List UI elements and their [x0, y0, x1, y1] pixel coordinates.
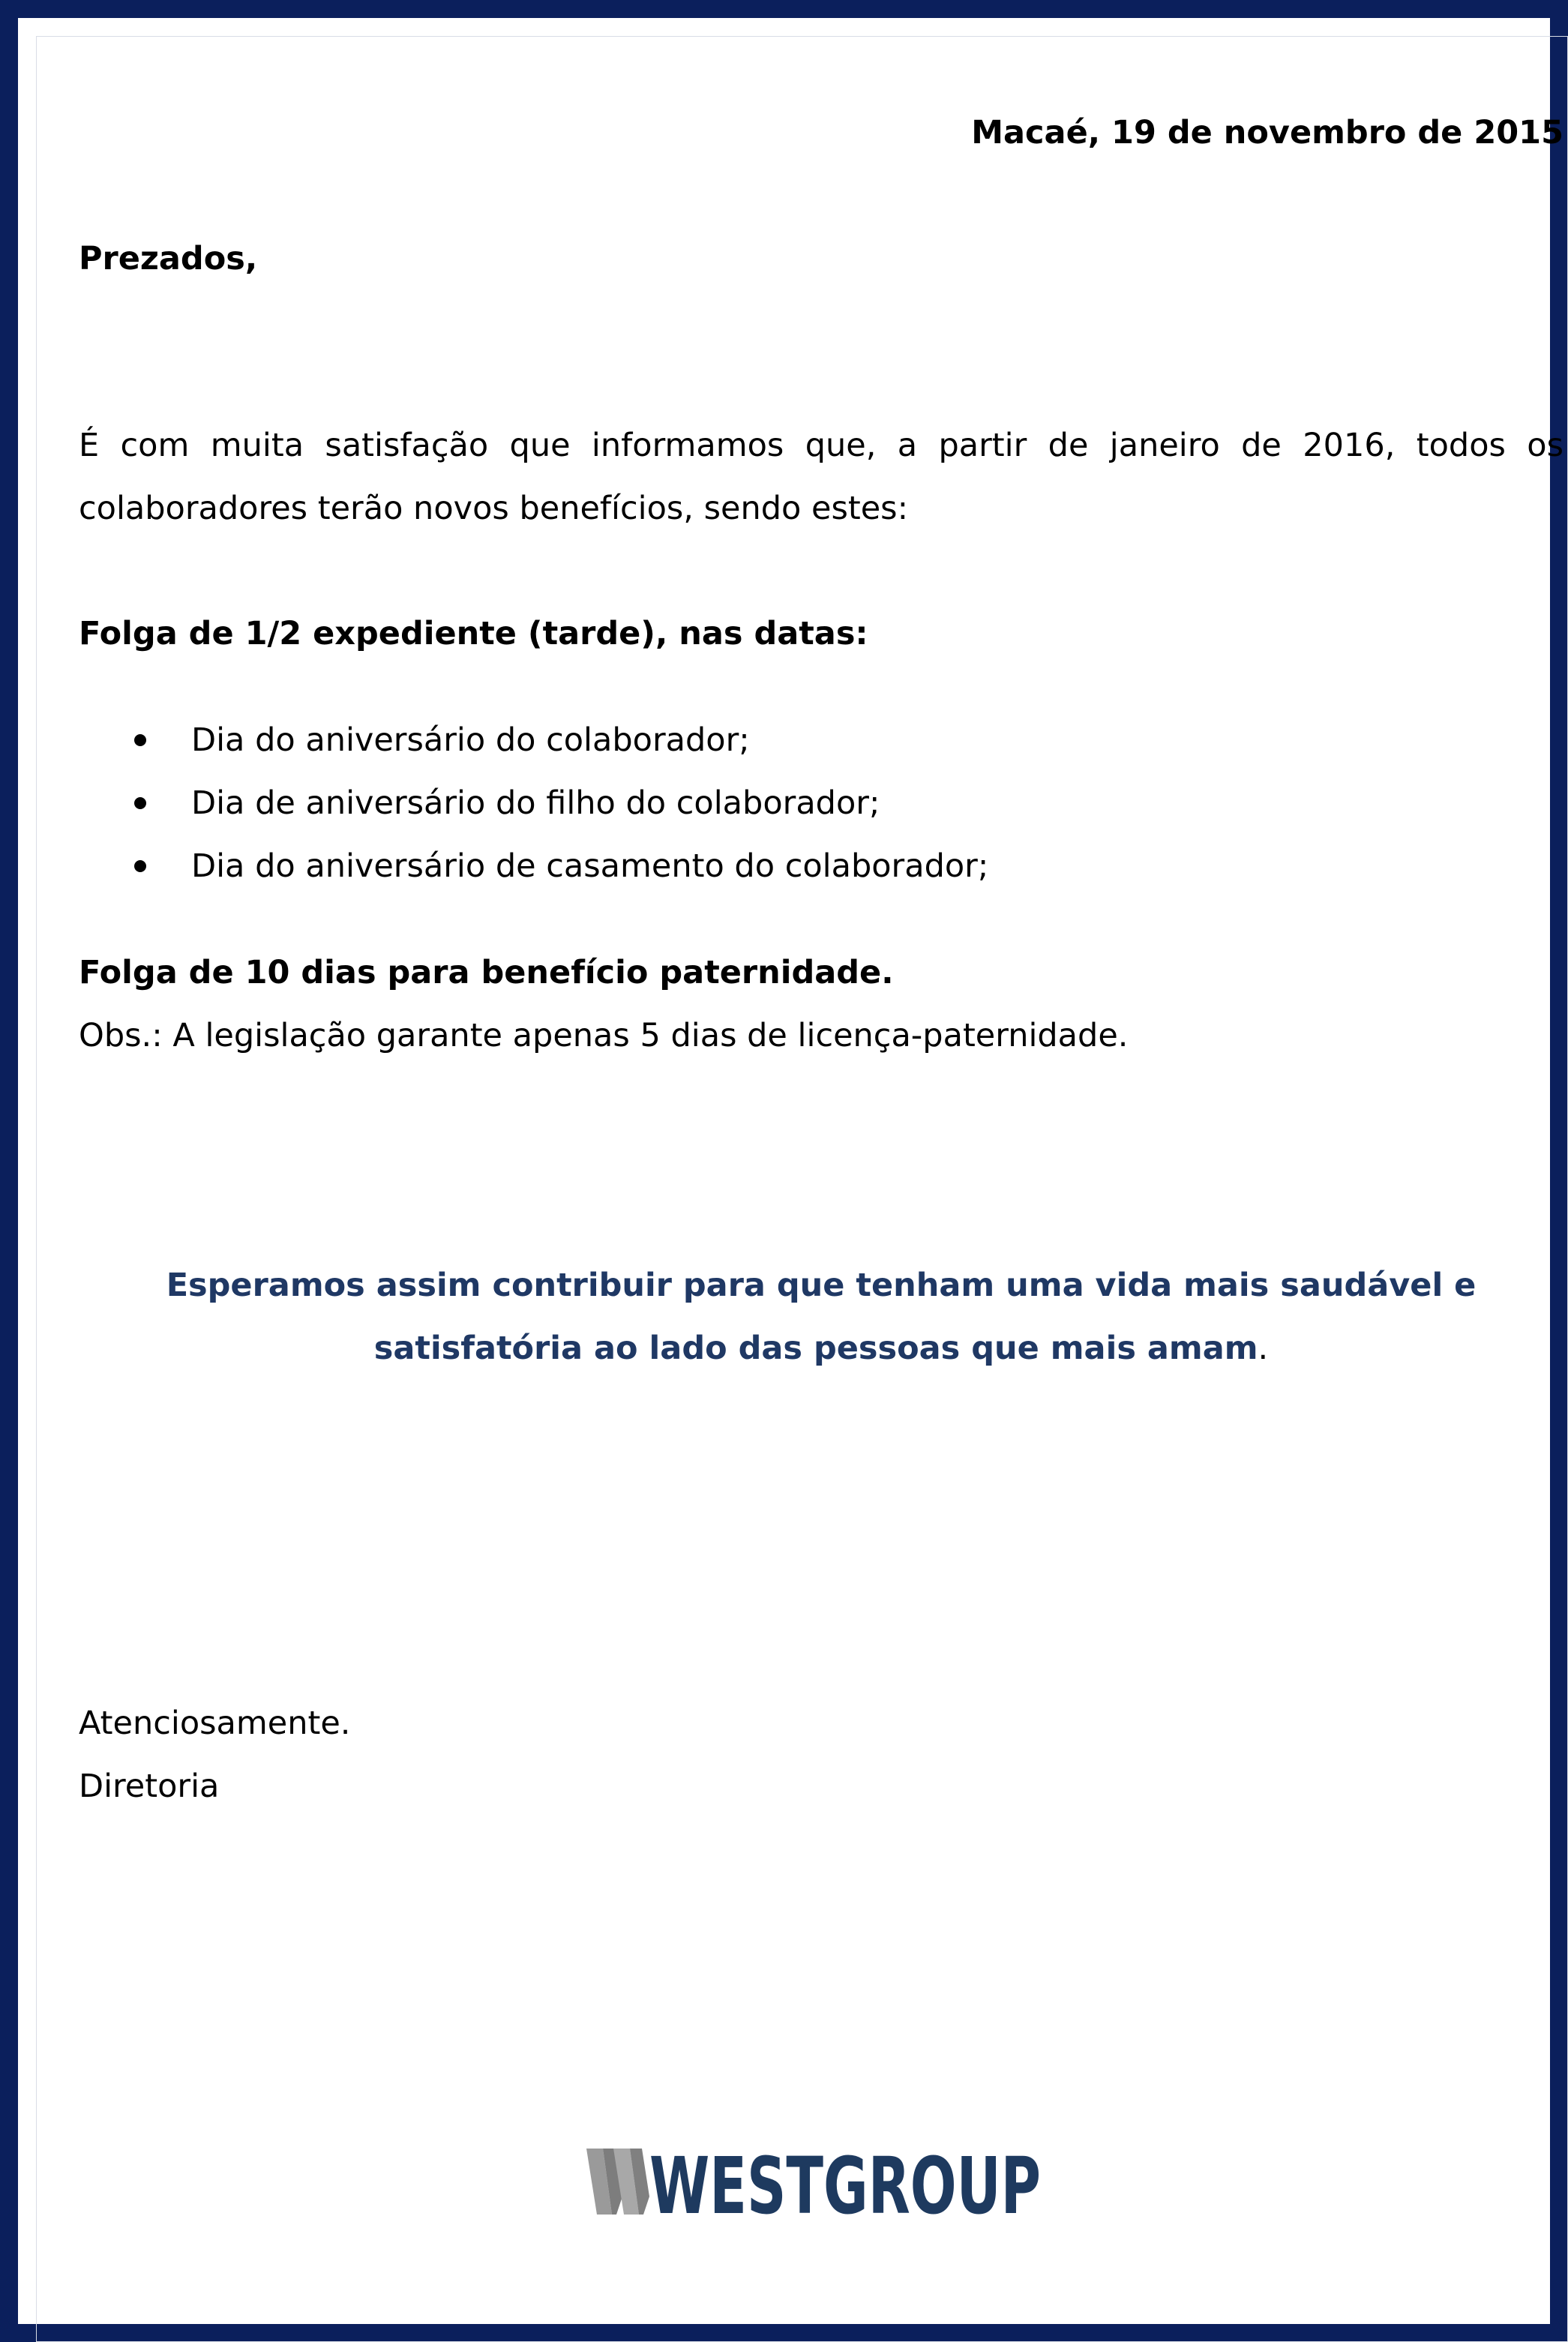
benefit-heading-half-day: Folga de 1/2 expediente (tarde), nas datas: — [79, 615, 868, 652]
closing-period: . — [1258, 1330, 1269, 1367]
westgroup-w-logo-icon — [586, 2149, 649, 2215]
intro-line-1: É com muita satisfação que informamos que, a partir de janeiro de 2016, todos os — [79, 427, 1564, 464]
intro-line-2: colaboradores terão novos benefícios, sendo estes: — [79, 490, 909, 527]
bullet-icon — [134, 860, 146, 872]
westgroup-logo — [586, 2140, 1044, 2232]
benefit-heading-paternity: Folga de 10 dias para benefício paternidade. — [79, 954, 894, 991]
bullet-icon — [134, 797, 146, 809]
letter-greeting: Prezados, — [79, 240, 258, 277]
paternity-note: Obs.: A legislação garante apenas 5 dias de licença-paternidade. — [79, 1017, 1129, 1054]
logo-wordmark: WESTGROUP — [649, 2140, 1041, 2232]
list-item-text: Dia do aniversário do colaborador; — [191, 721, 750, 759]
list-item — [79, 709, 988, 772]
list-item — [79, 835, 988, 898]
closing-message — [79, 1254, 1564, 1380]
list-item — [79, 772, 988, 835]
list-item-text: Dia do aniversário de casamento do colaborador; — [191, 847, 989, 885]
letter-date: Macaé, 19 de novembro de 2015 — [971, 114, 1564, 151]
benefit-dates-list — [79, 709, 988, 898]
intro-paragraph — [79, 414, 1564, 540]
closing-line-2 — [79, 1317, 1564, 1380]
list-item-text: Dia de aniversário do filho do colaborador; — [191, 784, 880, 822]
letter-signature: Diretoria — [79, 1768, 220, 1805]
bullet-icon — [134, 734, 146, 746]
closing-line-1: Esperamos assim contribuir para que tenham uma vida mais saudável e — [166, 1267, 1477, 1304]
page-inner-border — [36, 36, 1568, 2342]
closing-line-2-text: satisfatória ao lado das pessoas que mais amam — [373, 1330, 1258, 1367]
letter-signoff: Atenciosamente. — [79, 1705, 351, 1742]
